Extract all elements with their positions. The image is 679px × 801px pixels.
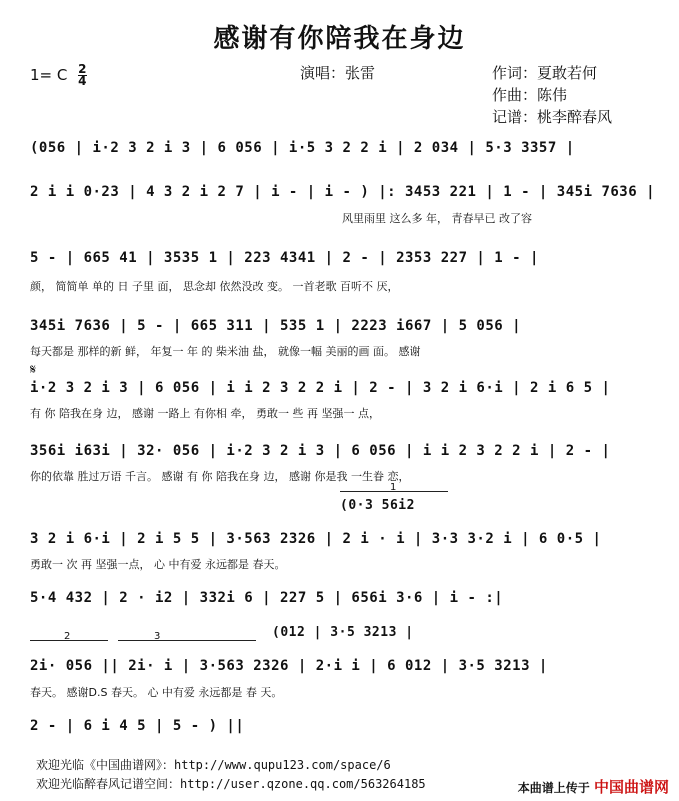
lyrics-row-9: 春天。 感谢D.S 春天。 心 中有爱 永远都是 春 天。 (30, 686, 283, 699)
score-row-4: 345i 7636 | 5 - | 665 311 | 535 1 | 2223 i667 | 5 056 | (30, 318, 522, 334)
transcriber: 记谱：桃李醉春风 (492, 108, 613, 126)
volta-aux-2: (012 | 3·5 3213 | (272, 625, 414, 640)
key-text: 1= C (30, 66, 68, 84)
credit-text: 本曲谱上传于 (517, 781, 590, 795)
lyrics-row-2: 风里雨里 这么多 年， 青春早已 改了容 (342, 212, 532, 225)
lyrics-row-7: 勇敢一 次 再 坚强一点， 心 中有爱 永远都是 春天。 (30, 558, 286, 571)
score-row-8: 5·4 432 | 2 · i2 | 332i 6 | 227 5 | 656i 3·6 | i - :| (30, 590, 504, 606)
footer-line-2: 欢迎光临醉春风记谱空间：http://user.qzone.qq.com/563264185 (36, 777, 426, 791)
lyricist: 作词：夏敢若何 (492, 64, 598, 82)
volta-label-3: 3 (154, 631, 161, 642)
upload-credit (518, 776, 669, 797)
site-logo: 中国曲谱网 (593, 778, 669, 796)
lyrics-row-5: 有 你 陪我在身 边， 感谢 一路上 有你相 牵， 勇敢一 些 再 坚强一 点， (30, 407, 380, 420)
lyrics-row-3: 颜， 简简单 单的 日 子里 面， 思念却 依然没改 变。 一首老歌 百听不 厌， (30, 280, 399, 293)
score-row-7: 3 2 i 6·i | 2 i 5 5 | 3·563 2326 | 2 i · i | 3·3 3·2 i | 6 0·5 | (30, 531, 602, 547)
lyrics-row-6: 你的依靠 胜过万语 千言。 感谢 有 你 陪我在身 边， 感谢 你是我 一生眷 恋， (30, 470, 410, 483)
score-row-2: 2 i i 0·23 | 4 3 2 i 2 7 | i - | i - ) |: 3453 221 | 1 - | 345i 7636 | (30, 184, 656, 200)
score-row-5: i·2 3 2 i 3 | 6 056 | i i 2 3 2 2 i | 2 - | 3 2 i 6·i | 2 i 6 5 | (30, 380, 611, 396)
volta-label-2: 2 (64, 631, 71, 642)
score-row-6: 356i i63i | 32· 056 | i·2 3 2 i 3 | 6 056 | i i 2 3 2 2 i | 2 - | (30, 443, 611, 459)
volta-aux-1: (0·3 56i2 (340, 498, 415, 513)
composer: 作曲：陈伟 (492, 86, 568, 104)
time-sig-bottom: 4 (78, 74, 87, 88)
lyrics-row-4: 每天都是 那样的新 鲜， 年复一 年 的 柴米油 盐， 就像一幅 美丽的画 面。 感谢 (30, 345, 421, 358)
volta-label-1: 1 (390, 482, 397, 493)
score-row-10: 2 - | 6 i 4 5 | 5 - ) || (30, 718, 245, 734)
score-row-3: 5 - | 665 41 | 3535 1 | 223 4341 | 2 - | 2353 227 | 1 - | (30, 250, 539, 266)
song-title: 感谢有你陪我在身边 (213, 24, 466, 54)
singer: 演唱：张雷 (300, 64, 376, 82)
footer-line-1: 欢迎光临《中国曲谱网》：http://www.qupu123.com/space/6 (36, 758, 391, 772)
time-sig-top: 2 (78, 62, 87, 76)
score-row-1: (056 | i·2 3 2 i 3 | 6 056 | i·5 3 2 2 i | 2 034 | 5·3 3357 | (30, 140, 575, 156)
key-signature (30, 64, 87, 87)
time-signature (78, 64, 86, 87)
volta-bracket-3 (118, 640, 256, 651)
segno-icon: 𝄋 (30, 362, 37, 378)
score-row-9: 2i· 056 || 2i· i | 3·563 2326 | 2·i i | 6 012 | 3·5 3213 | (30, 658, 548, 674)
